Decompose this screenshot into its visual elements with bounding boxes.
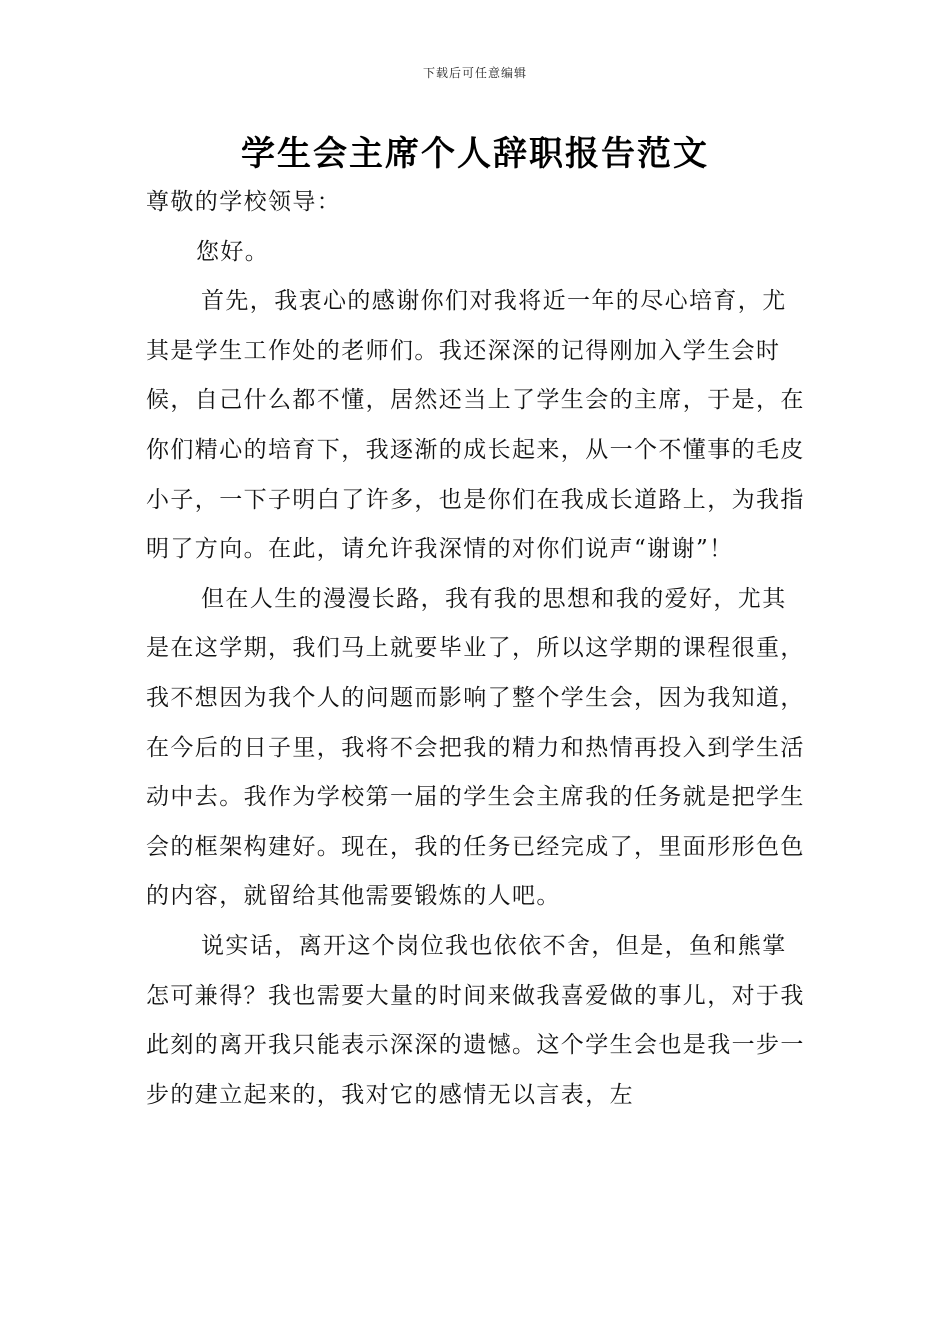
paragraph-3: 说实话，离开这个岗位我也依依不舍，但是，鱼和熊掌怎可兼得？我也需要大量的时间来做我喜爱做的事儿，对于我此刻的离开我只能表示深深的遗憾。这个学生会也是我一步一步的建立起来的，我对它的感情无以言表，左 <box>146 932 805 1108</box>
greeting: 您好。 <box>196 238 270 265</box>
document-body <box>146 178 806 1120</box>
salutation: 尊敬的学校领导： <box>146 189 342 215</box>
header-note: 下载后可任意编辑 <box>422 66 527 80</box>
document-title: 学生会主席个人辞职报告范文 <box>241 134 709 174</box>
paragraph-1: 首先，我衷心的感谢你们对我将近一年的尽心培育，尤其是学生工作处的老师们。我还深深的记得刚加入学生会时候，自己什么都不懂，居然还当上了学生会的主席，于是，在你们精心的培育下，我逐渐的成长起来，从一个不懂事的毛皮小子，一下子明白了许多，也是你们在我成长道路上，为我指明了方向。在此，请允许我深情的对你们说声“谢谢”！ <box>146 288 805 563</box>
paragraph-2: 但在人生的漫漫长路，我有我的思想和我的爱好，尤其是在这学期，我们马上就要毕业了，所以这学期的课程很重，我不想因为我个人的问题而影响了整个学生会，因为我知道，在今后的日子里，我将不会把我的精力和热情再投入到学生活动中去。我作为学校第一届的学生会主席我的任务就是把学生会的框架构建好。现在，我的任务已经完成了，里面形形色色的内容，就留给其他需要锻炼的人吧。 <box>146 585 805 910</box>
